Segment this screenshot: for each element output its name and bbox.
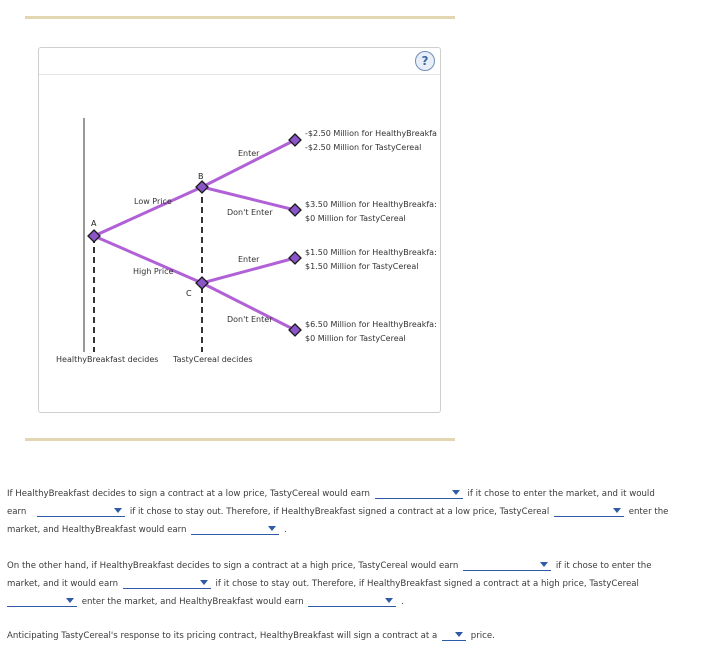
dropdown-high-tc-choice[interactable] — [7, 595, 77, 607]
dropdown-low-hb-earnings[interactable] — [191, 523, 279, 535]
terminal-node-1 — [289, 134, 301, 146]
outcome-1-hb: -$2.50 Million for HealthyBreakfa — [305, 129, 437, 138]
p3-text-1: Anticipating TastyCereal's response to its pricing contract, HealthyBreakfast will sign a contract at a — [7, 631, 438, 641]
dropdown-low-enter-tc-earnings[interactable] — [375, 487, 463, 499]
question-paragraph-1-line-2 — [7, 503, 668, 521]
terminal-node-4 — [289, 324, 301, 336]
node-c-label: C — [186, 289, 192, 298]
terminal-node-2 — [289, 204, 301, 216]
outcome-2-tc: $0 Million for TastyCereal — [305, 214, 406, 223]
hb-decides-label: HealthyBreakfast decides — [56, 355, 159, 364]
question-paragraph-2 — [7, 557, 652, 575]
p1-text-7: . — [283, 525, 287, 535]
question-paragraph-3 — [7, 627, 495, 645]
outcome-3-tc: $1.50 Million for TastyCereal — [305, 262, 419, 271]
outcome-2-hb: $3.50 Million for HealthyBreakfa: — [305, 200, 437, 209]
p2-text-4: if it chose to stay out. Therefore, if HealthyBreakfast signed a contract at a high price, TastyCereal — [215, 579, 639, 589]
node-a-label: A — [91, 219, 97, 228]
p2-text-6: . — [401, 597, 404, 607]
question-paragraph-2-line-3 — [7, 593, 404, 611]
terminal-node-3 — [289, 252, 301, 264]
chevron-down-icon — [268, 526, 276, 531]
dropdown-contract-price[interactable] — [442, 629, 466, 641]
bottom-divider — [25, 438, 455, 441]
chevron-down-icon — [452, 490, 460, 495]
tc-decides-label: TastyCereal decides — [173, 355, 253, 364]
dropdown-low-tc-choice[interactable] — [554, 505, 624, 517]
b-dont-enter-label: Don't Enter — [227, 208, 273, 217]
c-dont-enter-label: Don't Enter — [227, 315, 273, 324]
chevron-down-icon — [385, 598, 393, 603]
p2-text-1: On the other hand, if HealthyBreakfast decides to sign a contract at a high price, TastyCereal would earn — [7, 561, 459, 571]
b-enter-label: Enter — [238, 149, 260, 158]
p2-text-2: if it chose to enter the — [555, 561, 652, 571]
p3-text-2: price. — [470, 631, 495, 641]
branch-b-enter — [202, 140, 295, 187]
question-paragraph-1-line-3 — [7, 521, 287, 539]
question-paragraph-2-line-2 — [7, 575, 639, 593]
p1-text-6: market, and HealthyBreakfast would earn — [7, 525, 187, 535]
node-b — [196, 181, 208, 193]
outcome-3-hb: $1.50 Million for HealthyBreakfa: — [305, 248, 437, 257]
chevron-down-icon — [540, 562, 548, 567]
p2-text-3: market, and it would earn — [7, 579, 119, 589]
question-paragraph-1 — [7, 485, 655, 503]
p1-text-2: if it chose to enter the market, and it would — [467, 489, 655, 499]
dropdown-high-stay-out-tc-earnings[interactable] — [123, 577, 211, 589]
node-c — [196, 277, 208, 289]
outcome-4-tc: $0 Million for TastyCereal — [305, 334, 406, 343]
chevron-down-icon — [455, 632, 463, 637]
p2-text-5: enter the market, and HealthyBreakfast would earn — [81, 597, 304, 607]
dropdown-low-stay-out-tc-earnings[interactable] — [37, 505, 125, 517]
help-icon[interactable]: ? — [415, 51, 435, 71]
node-a — [88, 230, 100, 242]
branch-b-dont-enter — [202, 187, 295, 210]
p1-text-3: earn — [7, 507, 27, 517]
outcome-1-tc: -$2.50 Million for TastyCereal — [305, 143, 422, 152]
node-b-label: B — [198, 172, 204, 181]
dropdown-high-hb-earnings[interactable] — [308, 595, 396, 607]
c-enter-label: Enter — [238, 255, 260, 264]
outcome-4-hb: $6.50 Million for HealthyBreakfa: — [305, 320, 437, 329]
chevron-down-icon — [613, 508, 621, 513]
dropdown-high-enter-tc-earnings[interactable] — [463, 559, 551, 571]
low-price-label: Low Price — [134, 197, 172, 206]
p1-text-5: enter the — [628, 507, 669, 517]
p1-text-1: If HealthyBreakfast decides to sign a contract at a low price, TastyCereal would earn — [7, 489, 370, 499]
chevron-down-icon — [114, 508, 122, 513]
p1-text-4: if it chose to stay out. Therefore, if HealthyBreakfast signed a contract at a low price, TastyCereal — [129, 507, 550, 517]
chevron-down-icon — [66, 598, 74, 603]
branch-low-price — [94, 187, 202, 236]
chevron-down-icon — [200, 580, 208, 585]
high-price-label: High Price — [133, 267, 174, 276]
